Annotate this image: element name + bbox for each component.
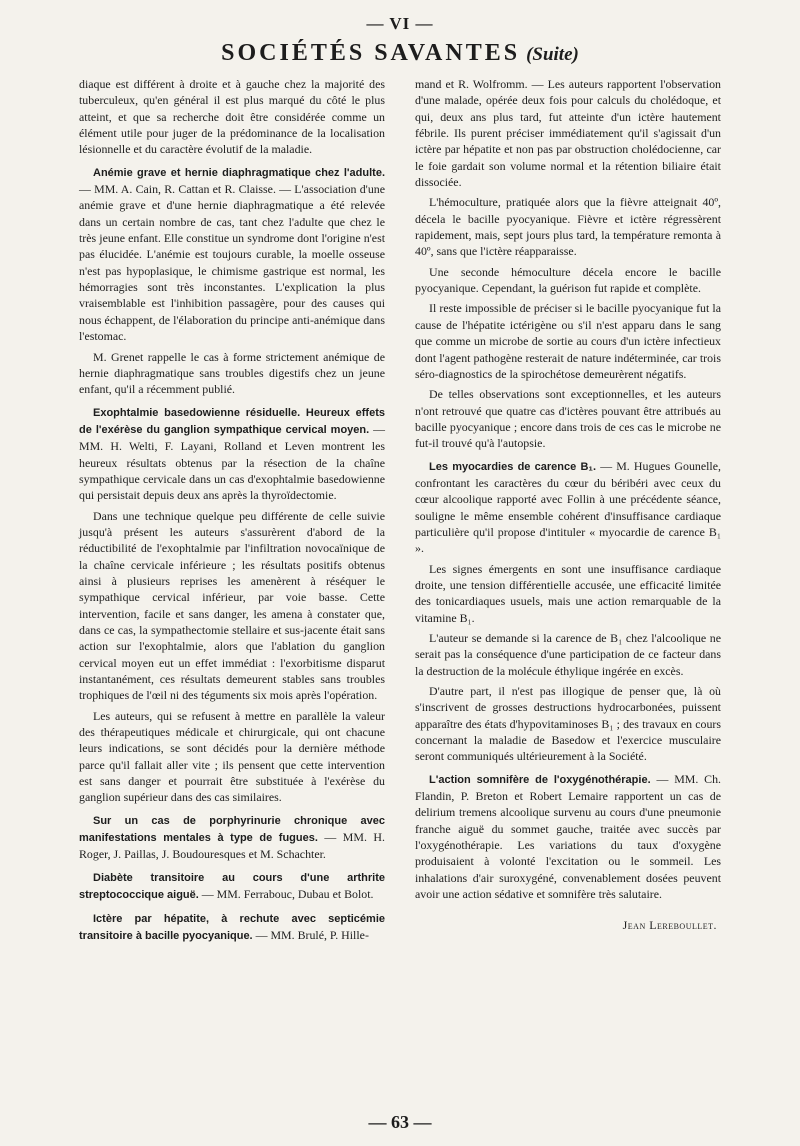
page-top-number: — VI —: [366, 14, 434, 33]
section-title: SOCIÉTÉS SAVANTES: [221, 40, 521, 66]
article-text: De telles observations sont exceptionnelles, et les auteurs n'ont retrouvé que quatre cas d'ictères pouvant être attribués au bacille pyocyanique ; encore dans trois de ces cas le microbe ne fut-il trouvé qu'à l'autopsie.: [415, 387, 721, 451]
article-paragraph-with-heading: [79, 812, 385, 863]
article-text: M. Grenet rappelle le cas à forme strictement anémique de hernie diaphragmatique sans troubles digestifs chez un jeune enfant, qu'il a récemment publié.: [79, 349, 385, 397]
article-paragraph: [415, 264, 721, 297]
article-paragraph-with-heading: [415, 458, 721, 557]
article-paragraph: [415, 683, 721, 765]
article-heading: Exophtalmie basedowienne résiduelle. Heureux effets de l'exérèse du ganglion sympathique cervical moyen.: [79, 406, 385, 436]
article-heading: Ictère par hépatite, à rechute avec septicémie transitoire à bacille pyocyanique.: [79, 912, 385, 942]
article-text: Les signes émergents en sont une insuffisance cardiaque droite, une tension différentielle accusée, une efficacité limitée des tonicardiaques usuels, mais une action remarquable de la vitamine B₁.: [415, 561, 721, 625]
article-paragraph-with-heading: [79, 404, 385, 504]
right-column: [415, 76, 721, 937]
section-header: [0, 40, 800, 67]
article-heading: Les myocardies de carence B₁.: [429, 460, 597, 473]
article-text: L'auteur se demande si la carence de B₁ chez l'alcoolique ne serait pas la conséquence d'une participation de ce facteur dans la destruction de la molécule éthylique ingérée en excès.: [415, 631, 721, 678]
article-paragraph-with-heading: [79, 910, 385, 945]
article-paragraph: [415, 300, 721, 382]
author-signature: Jean Lereboullet.: [622, 917, 717, 932]
article-paragraph: [79, 349, 385, 398]
article-heading: L'action somnifère de l'oxygénothérapie.: [429, 773, 651, 786]
article-paragraph-with-heading: [79, 164, 385, 345]
article-paragraph-with-heading: [79, 869, 385, 904]
article-text: — MM. A. Cain, R. Cattan et R. Claisse. — L'association d'une anémie grave et d'une hernie diaphragmatique a été relevée dans un certain nombre de cas, tant chez l'adulte que chez le très jeune enfant. Elle constitue un syndrome dont l'origine n'est pas élucidée. L'anémie est toujours curable, la moelle osseuse n'est pas hypoplasique, le chimisme gastrique est normal, les hémorragies sont très inconstantes. L'explication la plus vraisemblable est l'inhibition passagère, pour des causes qui nous échappent, de l'élaboration du principe anti-anémique dans l'estomac.: [79, 182, 385, 344]
article-text: mand et R. Wolfromm. — Les auteurs rapportent l'observation d'une malade, opérée deux fois pour calculs du cholédoque, et qui, deux ans plus tard, fut atteinte d'un ictère hautement fébrile. Ils purent préciser immédiatement qu'il s'agissait d'un ictère par hépatite et non pas par obstruction cholédocienne, car le foie gardait son volume normal et la rétention biliaire était dissociée.: [415, 77, 721, 190]
page-number: — 63 —: [368, 1112, 432, 1132]
section-title-suffix: (Suite): [526, 44, 579, 65]
article-paragraph: [415, 630, 721, 679]
article-text: — MM. H. Welti, F. Layani, Rolland et Leven montrent les heureux résultats obtenus par la résection de la chaîne sympathique cervicale dans un cas d'exophtalmie basedowienne qui persistait depuis deux ans après la thyroïdectomie.: [79, 421, 385, 503]
article-text: — MM. Brulé, P. Hille-: [255, 927, 369, 942]
article-paragraph: [79, 708, 385, 806]
article-text: — MM. Ch. Flandin, P. Breton et Robert Lemaire rapportent un cas de delirium tremens alcoolique survenu au cours d'une pneumonie franche aiguë du sommet gauche, traitée avec succès par l'oxygénothérapie. Les variations du taux d'oxygène produisaient à volonté l'excitation ou le sommeil. Les inhalations d'air suroxygéné, convenablement dosées peuvent avoir une action sédative et somnifère très salutaire.: [415, 771, 722, 902]
article-heading: Diabète transitoire au cours d'une arthrite streptococcique aiguë.: [79, 871, 385, 902]
article-paragraph: [79, 76, 385, 158]
article-text: Les auteurs, qui se refusent à mettre en parallèle la valeur des thérapeutiques médicale et chirurgicale, qui ont chacune leurs indications, se sont décidés pour la dernière méthode parce qu'il fallait aller vite ; ils pensent que cette intervention est sans danger et pourrait être substituée à l'exérèse du ganglion supérieur dans des cas similaires.: [79, 708, 385, 805]
article-text: — MM. H. Roger, J. Paillas, J. Boudouresques et M. Schachter.: [79, 830, 385, 862]
article-text: — MM. Ferrabouc, Dubau et Bolot.: [201, 887, 374, 902]
article-heading: Sur un cas de porphyrinurie chronique avec manifestations mentales à type de fugues.: [79, 814, 385, 845]
article-text: Il reste impossible de préciser si le bacille pyocyanique fut la cause de l'hépatite ictérigène ou s'il n'est apparu dans le sang que comme un microbe de sortie au cours d'un ictère infectieux dont l'agent pathogène resterait de nature indéterminée, car trois séro-diagnostics de la spirochétose demeurèrent négatifs.: [415, 301, 721, 381]
article-paragraph: [415, 561, 721, 626]
article-heading: Anémie grave et hernie diaphragmatique chez l'adulte.: [93, 166, 385, 179]
left-column: [79, 76, 385, 948]
article-text: — M. Hugues Gounelle, confrontant les caractères du cœur du béribéri avec ceux du cœur alcoolique rapporté avec Follin à une précédente séance, souligne le même ensemble cohérent d'insuffisance cardiaque particulière qu'il propose d'intituler « myocardie de carence B₁ ».: [415, 458, 721, 556]
article-text: L'hémoculture, pratiquée alors que la fièvre atteignait 40º, décela le bacille pyocyanique. Fièvre et ictère régressèrent rapidement, mais, sept jours plus tard, la température remonta à 40º, sans que l'ictère réapparaisse.: [415, 195, 721, 259]
article-paragraph: [415, 76, 721, 190]
article-text: Dans une technique quelque peu différente de celle suivie jusqu'à présent les auteurs s'assurèrent d'abord de la réductibilité de l'exophtalmie par l'infiltration novocaïnique de la chaîne cervicale inférieure ; les résultats positifs obtenus ainsi à plusieurs reprises les amenèrent à réséquer le sympathique cervical inférieur, par voie basse. Cette intervention, facile et sans danger, les amena à constater que, dans ce cas, la sympathectomie stellaire et sus-jacente était sans action sur l'exophtalmie, alors que l'ablation du ganglion cervical moyen eut un effet immédiat : l'exorbitisme disparut instantanément, ces résultats demeurent stables sans troubles trophiques de l'œil ni des téguments six mois après l'opération.: [79, 508, 385, 703]
article-text: Une seconde hémoculture décela encore le bacille pyocyanique. Cependant, la guérison fut rapide et complète.: [415, 264, 721, 296]
article-text: D'autre part, il n'est pas illogique de penser que, là où s'inscrivent de grosses destructions hydrocarbonées, puissent apparaître des états d'hypovitaminoses B₁ ; des travaux en cours concernant la maladie de Basedow et l'exercice musculaire seront communiqués ultérieurement à la Société.: [415, 684, 721, 764]
article-paragraph: [79, 508, 385, 704]
article-text: diaque est différent à droite et à gauche chez la majorité des tuberculeux, qu'en général il est plus marqué du côté le plus atteint, et que sa recherche doit être considérée comme un élément utile pour juger de la prédominance de la localisation lésionnelle et du caractère évolutif de la maladie.: [79, 77, 385, 157]
article-paragraph: [415, 194, 721, 259]
article-paragraph-with-heading: [415, 771, 721, 903]
article-paragraph: [415, 386, 721, 451]
